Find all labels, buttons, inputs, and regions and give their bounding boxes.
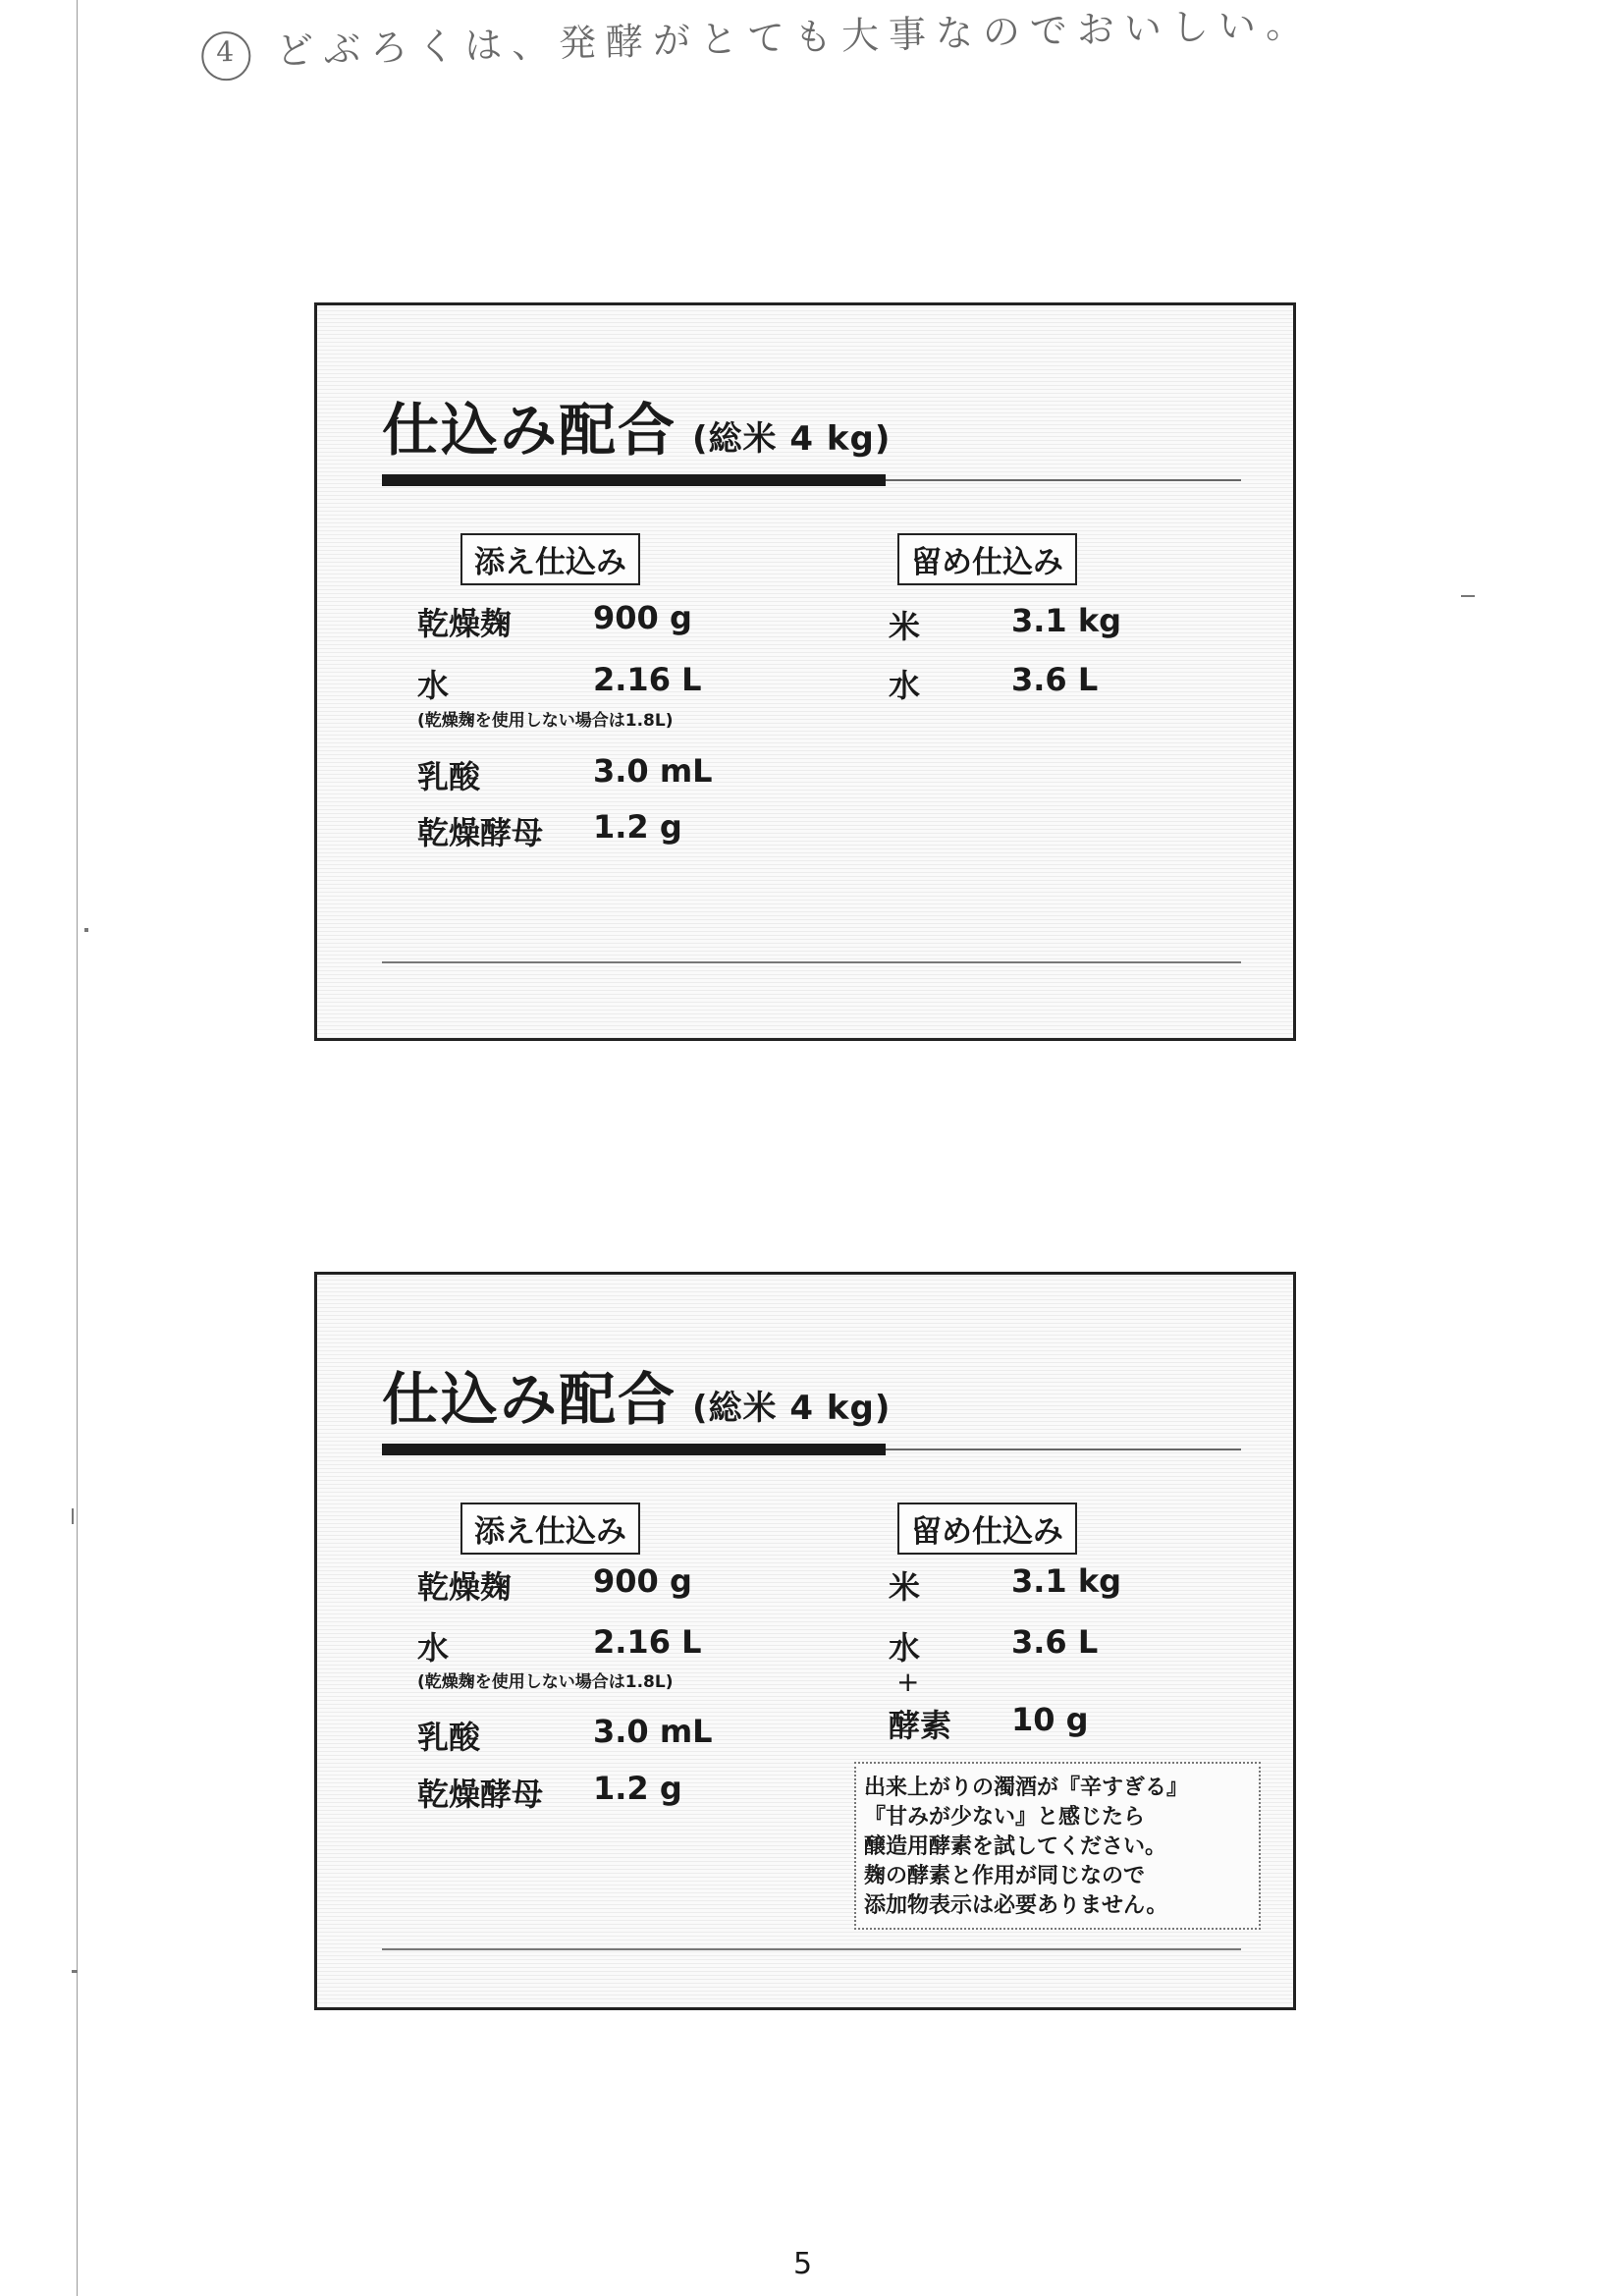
- ingredient-name: 乳酸: [417, 1719, 481, 1756]
- recipe-box-2: [314, 1272, 1296, 2010]
- enzyme-note-line: 『甘みが少ない』と感じたら: [864, 1805, 1146, 1830]
- page-number: 5: [793, 2247, 813, 2281]
- ingredient-name: 酵素: [889, 1707, 952, 1744]
- ingredient-value: 3.6 L: [1011, 1623, 1099, 1661]
- water-note: (乾燥麹を使用しない場合は1.8L): [417, 711, 674, 731]
- ingredient-value: 3.6 L: [1011, 661, 1099, 698]
- ingredient-value: 1.2 g: [593, 808, 682, 846]
- ingredient-value: 3.0 mL: [593, 752, 713, 790]
- recipe-subtitle: (総米 4 kg): [692, 419, 892, 459]
- scan-speck: [72, 1970, 78, 1973]
- recipe-title: 仕込み配合 (総米 4 kg): [382, 397, 892, 464]
- bottom-rule: [382, 961, 1241, 963]
- binding-margin-line: [77, 0, 78, 2296]
- soe-shikomi-label: 添え仕込み: [460, 533, 640, 585]
- title-underline: [382, 1444, 886, 1455]
- scan-speck: [1461, 595, 1475, 597]
- plus-sign: +: [896, 1666, 920, 1698]
- enzyme-note-box: [854, 1762, 1261, 1930]
- title-rule: [886, 1449, 1241, 1450]
- tome-shikomi-label: 留め仕込み: [897, 1503, 1077, 1555]
- ingredient-name: 米: [889, 1568, 921, 1606]
- water-note: (乾燥麹を使用しない場合は1.8L): [417, 1672, 674, 1692]
- ingredient-value: 10 g: [1011, 1701, 1089, 1738]
- ingredient-name: 乳酸: [417, 758, 481, 795]
- ingredient-name: 水: [417, 1629, 450, 1667]
- ingredient-value: 900 g: [593, 599, 692, 636]
- ingredient-value: 2.16 L: [593, 1623, 702, 1661]
- ingredient-name: 乾燥麹: [417, 605, 513, 642]
- ingredient-name: 水: [417, 667, 450, 704]
- enzyme-note-line: 麹の酵素と作用が同じなので: [864, 1864, 1146, 1888]
- soe-shikomi-label: 添え仕込み: [460, 1503, 640, 1555]
- ingredient-value: 1.2 g: [593, 1770, 682, 1807]
- ingredient-value: 2.16 L: [593, 661, 702, 698]
- ingredient-value: 3.1 kg: [1011, 602, 1122, 639]
- title-underline: [382, 474, 886, 486]
- recipe-subtitle: (総米 4 kg): [692, 1389, 892, 1428]
- ingredient-value: 3.0 mL: [593, 1713, 713, 1750]
- scan-speck: [84, 928, 88, 932]
- bottom-rule: [382, 1948, 1241, 1950]
- ingredient-name: 米: [889, 608, 921, 645]
- recipe-box-1: [314, 302, 1296, 1041]
- recipe-title: 仕込み配合 (総米 4 kg): [382, 1366, 892, 1433]
- ingredient-name: 水: [889, 667, 921, 704]
- ingredient-name: 乾燥酵母: [417, 1776, 544, 1813]
- ingredient-name: 水: [889, 1629, 921, 1667]
- enzyme-note-line: 醸造用酵素を試してください。: [864, 1834, 1167, 1859]
- title-rule: [886, 479, 1241, 481]
- tome-shikomi-label: 留め仕込み: [897, 533, 1077, 585]
- ingredient-value: 900 g: [593, 1562, 692, 1600]
- enzyme-note-line: 出来上がりの濁酒が『辛すぎる』: [864, 1776, 1189, 1800]
- enzyme-note-line: 添加物表示は必要ありません。: [864, 1893, 1168, 1918]
- handwritten-note-text: どぶろくは、発酵がとても大事なのでおいしい。: [275, 2, 1314, 73]
- ingredient-name: 乾燥酵母: [417, 814, 544, 851]
- ingredient-value: 3.1 kg: [1011, 1562, 1122, 1600]
- scan-speck: [72, 1508, 74, 1524]
- circled-number-mark: 4: [201, 30, 251, 81]
- ingredient-name: 乾燥麹: [417, 1568, 513, 1606]
- handwritten-note: [200, 0, 1313, 81]
